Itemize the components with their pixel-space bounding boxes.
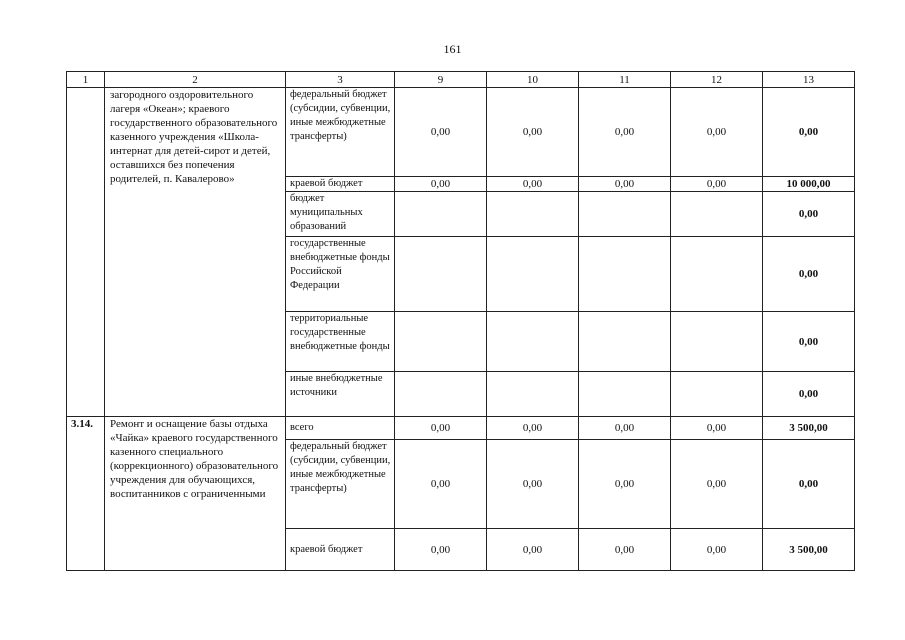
value-cell: 0,00	[671, 177, 763, 192]
total-cell: 0,00	[763, 88, 855, 177]
total-cell: 0,00	[763, 440, 855, 529]
value-cell: 0,00	[671, 529, 763, 571]
empty-cell	[487, 237, 579, 312]
column-header: 10	[487, 72, 579, 88]
value-cell: 0,00	[671, 417, 763, 440]
column-header: 13	[763, 72, 855, 88]
column-header: 3	[286, 72, 395, 88]
column-header: 1	[67, 72, 105, 88]
value-cell: 0,00	[395, 440, 487, 529]
funding-source: всего	[286, 417, 395, 440]
value-cell: 0,00	[395, 417, 487, 440]
value-cell: 0,00	[671, 440, 763, 529]
empty-cell	[487, 372, 579, 417]
total-cell: 3 500,00	[763, 417, 855, 440]
column-header: 2	[105, 72, 286, 88]
empty-cell	[671, 237, 763, 312]
value-cell: 0,00	[579, 417, 671, 440]
empty-cell	[579, 192, 671, 237]
empty-cell	[671, 312, 763, 372]
funding-source: бюджет муниципальных образований	[286, 192, 395, 237]
item-description: Ремонт и оснащение базы отдыха «Чайка» краевого государственного казенного специального (коррекционного) образовательного учреждения для обучающихся, воспитанников с ограниченными	[105, 417, 286, 571]
table-row	[67, 417, 855, 440]
funding-source: краевой бюджет	[286, 177, 395, 192]
header-row	[67, 72, 855, 88]
value-cell: 0,00	[487, 88, 579, 177]
value-cell: 0,00	[579, 440, 671, 529]
empty-cell	[671, 372, 763, 417]
empty-cell	[579, 237, 671, 312]
empty-cell	[395, 372, 487, 417]
value-cell: 0,00	[395, 529, 487, 571]
value-cell: 0,00	[579, 529, 671, 571]
table-row	[67, 88, 855, 177]
value-cell: 0,00	[487, 440, 579, 529]
empty-cell	[395, 237, 487, 312]
funding-source: государственные внебюджетные фонды Российской Федерации	[286, 237, 395, 312]
total-cell: 10 000,00	[763, 177, 855, 192]
empty-cell	[395, 192, 487, 237]
total-cell: 0,00	[763, 192, 855, 237]
value-cell: 0,00	[487, 177, 579, 192]
value-cell: 0,00	[487, 529, 579, 571]
total-cell: 0,00	[763, 312, 855, 372]
empty-cell	[579, 312, 671, 372]
funding-source: краевой бюджет	[286, 529, 395, 571]
item-index-cell	[67, 88, 105, 417]
budget-table	[66, 71, 855, 571]
empty-cell	[487, 312, 579, 372]
total-cell: 0,00	[763, 237, 855, 312]
total-cell: 0,00	[763, 372, 855, 417]
funding-source: федеральный бюджет (субсидии, субвенции, иные межбюджетные трансферты)	[286, 88, 395, 177]
column-header: 9	[395, 72, 487, 88]
column-header: 11	[579, 72, 671, 88]
empty-cell	[671, 192, 763, 237]
value-cell: 0,00	[487, 417, 579, 440]
page-number: 161	[443, 42, 462, 56]
item-description: загородного оздоровительного лагеря «Океан»; краевого государственного образовательного казенного учреждения «Школа-интернат для детей-сирот и детей, оставшихся без попечения родителей, п. Кавалерово»	[105, 88, 286, 417]
funding-source: иные внебюджетные источники	[286, 372, 395, 417]
empty-cell	[579, 372, 671, 417]
funding-source: территориальные государственные внебюджетные фонды	[286, 312, 395, 372]
funding-source: федеральный бюджет (субсидии, субвенции, иные межбюджетные трансферты)	[286, 440, 395, 529]
empty-cell	[395, 312, 487, 372]
total-cell: 3 500,00	[763, 529, 855, 571]
value-cell: 0,00	[579, 177, 671, 192]
value-cell: 0,00	[579, 88, 671, 177]
column-header: 12	[671, 72, 763, 88]
value-cell: 0,00	[671, 88, 763, 177]
value-cell: 0,00	[395, 177, 487, 192]
value-cell: 0,00	[395, 88, 487, 177]
item-index: 3.14.	[67, 417, 105, 571]
empty-cell	[487, 192, 579, 237]
